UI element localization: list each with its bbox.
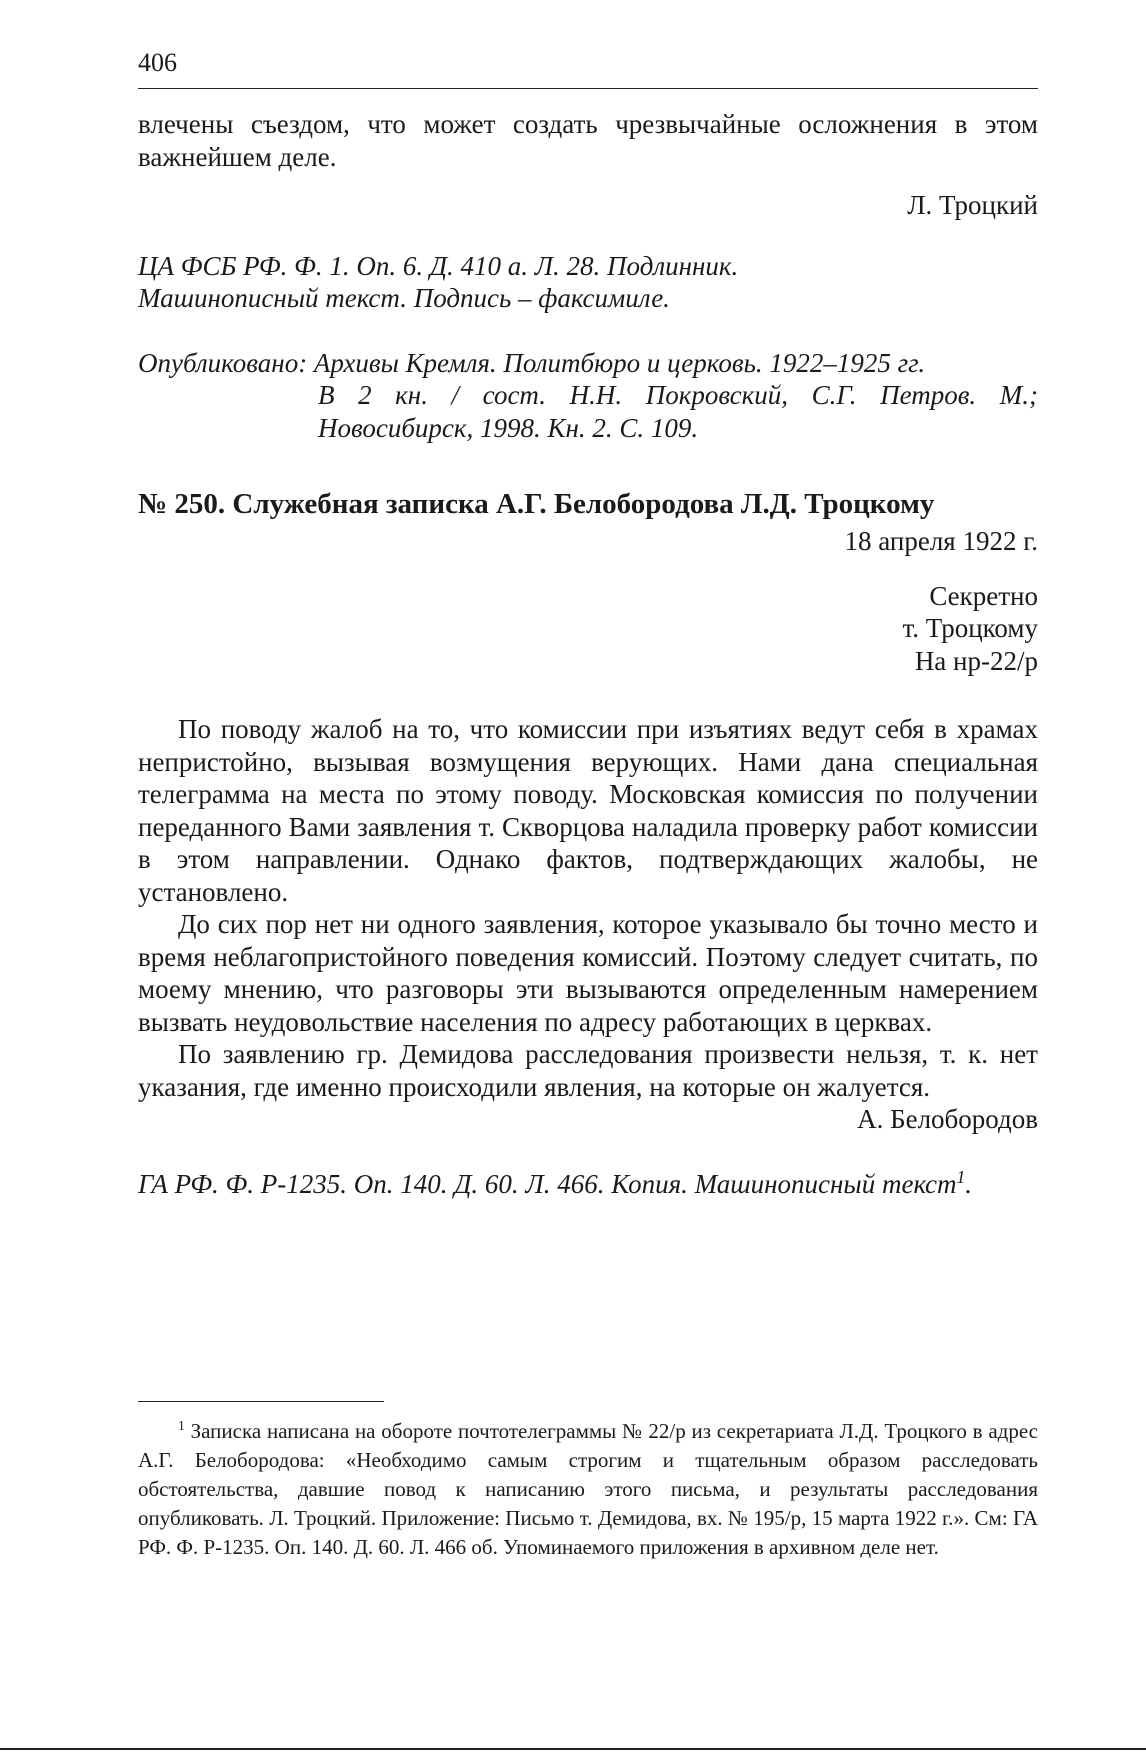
continuation-text: влечены съездом, что может создать чрезвычайные осложнения в этом важнейшем деле. bbox=[138, 109, 1038, 172]
body-paragraph: До сих пор нет ни одного заявления, которое указывало бы точно место и время неблагопристойного поведения комиссий. Поэтому следует считать, по моему мнению, что разговоры эти вызываются определенным намерением вызвать неудовольствие населения по адресу работающих в церквах. bbox=[138, 909, 1038, 1037]
archive-reference-2-text: ГА РФ. Ф. Р-1235. Оп. 140. Д. 60. Л. 466. Копия. Машинописный текст bbox=[138, 1168, 957, 1199]
header-reference: На нр-22/р bbox=[914, 645, 1038, 676]
footnote-mark: 1 bbox=[178, 1418, 185, 1433]
header-rule bbox=[138, 88, 1038, 89]
footnote bbox=[138, 1417, 1038, 1562]
document-date: 18 апреля 1922 г. bbox=[844, 526, 1038, 556]
signature-beloborodov: А. Белобородов bbox=[857, 1104, 1038, 1134]
archive-reference-2 bbox=[138, 1168, 1038, 1201]
footnote-mark-ref[interactable]: 1 bbox=[956, 1166, 966, 1187]
archive-reference-1-line1: ЦА ФСБ РФ. Ф. 1. Оп. 6. Д. 410 а. Л. 28. Подлинник. bbox=[138, 250, 739, 281]
body-paragraph: По поводу жалоб на то, что комиссии при изъятиях ведут себя в храмах непристойно, вызывая возмущения верующих. Нами дана специальная телеграмма на места по этому поводу. Московская комиссия по получении переданного Вами заявления т. Скворцова наладила проверку работ комиссии в этом направлении. Однако фактов, подтверждающих жалобы, не установлено. bbox=[138, 714, 1038, 907]
publication-reference-rest: В 2 кн. / сост. Н.Н. Покровский, С.Г. Петров. М.; Новосибирск, 1998. Кн. 2. С. 109. bbox=[318, 380, 1038, 443]
page-content bbox=[138, 108, 1038, 1200]
signature-trotsky: Л. Троцкий bbox=[907, 190, 1038, 220]
document-body bbox=[138, 713, 1038, 1103]
header-secret: Секретно bbox=[929, 580, 1038, 611]
archive-reference-2-end: . bbox=[965, 1168, 973, 1199]
header-addressee: т. Троцкому bbox=[902, 613, 1038, 643]
body-paragraph: По заявлению гр. Демидова расследования произвести нельзя, т. к. нет указания, где именно происходили явления, на которые он жалуется. bbox=[138, 1039, 1038, 1102]
page-number: 406 bbox=[138, 48, 177, 77]
document-title: № 250. Служебная записка А.Г. Белобородова Л.Д. Троцкому bbox=[138, 488, 935, 520]
scan-edge-line bbox=[0, 1748, 1146, 1750]
document-headers bbox=[138, 580, 1038, 678]
publication-reference-line1: Опубликовано: Архивы Кремля. Политбюро и церковь. 1922–1925 гг. bbox=[138, 347, 926, 378]
footnote-rule bbox=[138, 1401, 384, 1402]
publication-reference bbox=[138, 347, 1038, 445]
archive-reference-1-line2: Машинописный текст. Подпись – факсимиле. bbox=[138, 283, 670, 313]
archive-reference-1 bbox=[138, 250, 1038, 315]
footnote-text: Записка написана на обороте почтотелеграммы № 22/р из секретариата Л.Д. Троцкого в адрес А.Г. Белобородова: «Необходимо самым строгим и тщательным образом расследовать обстоятельства, давшие повод к написанию этого письма, и результаты расследования опубликовать. Л. Троцкий. Приложение: Письмо т. Демидова, вх. № 195/р, 15 марта 1922 г.». См: ГА РФ. Ф. Р-1235. Оп. 140. Д. 60. Л. 466 об. Упоминаемого приложения в архивном деле нет. bbox=[138, 1419, 1039, 1559]
